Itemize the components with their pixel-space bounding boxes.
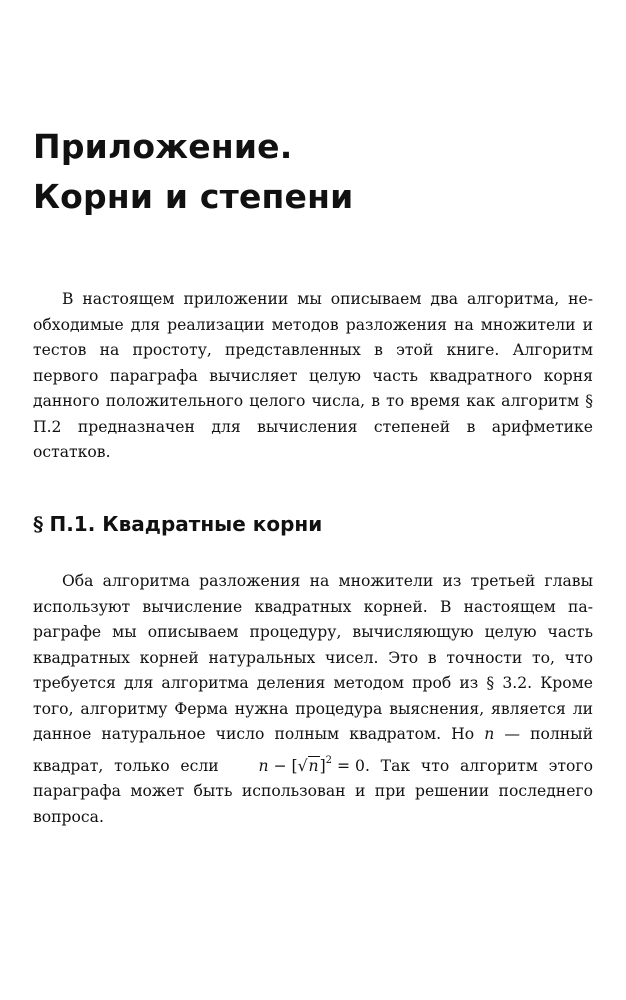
intro-paragraph: В настоящем приложении мы описываем два алгоритма, необходимые для реализации методов разложения на множители и тестов на простоту, представленных в этой книге. Алгоритм первого параграфа вычисляет целую часть квадратного корня данного положительного целого числа, в то время как алгоритм § П.2 предназначен для вычисления степеней в арифметике остатков. — [33, 290, 593, 461]
formula — [229, 748, 364, 780]
chapter-title-line-1: Приложение. — [33, 127, 293, 166]
formula-left-bracket: [ — [291, 756, 298, 775]
sqrt-symbol: √ — [297, 756, 308, 775]
section-title: Квадратные корни — [102, 512, 323, 536]
section-heading — [33, 509, 593, 539]
paragraph-text-middle: — полный квадрат, только если — [33, 725, 593, 775]
paragraph-text-end: . Так что алгоритм этого параграфа может быть использован и при решении последнего вопроса. — [33, 756, 593, 826]
chapter-title-line-2: Корни и степени — [33, 177, 354, 216]
formula-right-bracket: ] — [319, 756, 326, 775]
section-sign: § — [33, 512, 44, 536]
formula-n: n — [258, 756, 269, 775]
section-number: П.1. — [49, 512, 96, 536]
section-paragraph — [33, 569, 593, 830]
formula-equals-zero: = 0 — [332, 756, 365, 775]
formula-exponent: 2 — [325, 754, 333, 766]
chapter-title — [33, 122, 593, 222]
paragraph-text-start: Оба алгоритма разложения на множители из третьей главы используют вычисление квадратных корней. В настоящем параграфе мы описываем процедуру, вычисляющую целую часть квадратных корней натуральных чисел. Это в точности то, что требуется для алгоритма деления методом проб из § 3.2. Кроме того, алгоритму Ферма нужна процедура выяснения, является ли данное натуральное число полным квадратом. Но — [33, 572, 593, 743]
math-variable-n: n — [484, 725, 495, 743]
sqrt-radicand: n — [308, 756, 319, 775]
formula-minus: − — [268, 756, 292, 775]
